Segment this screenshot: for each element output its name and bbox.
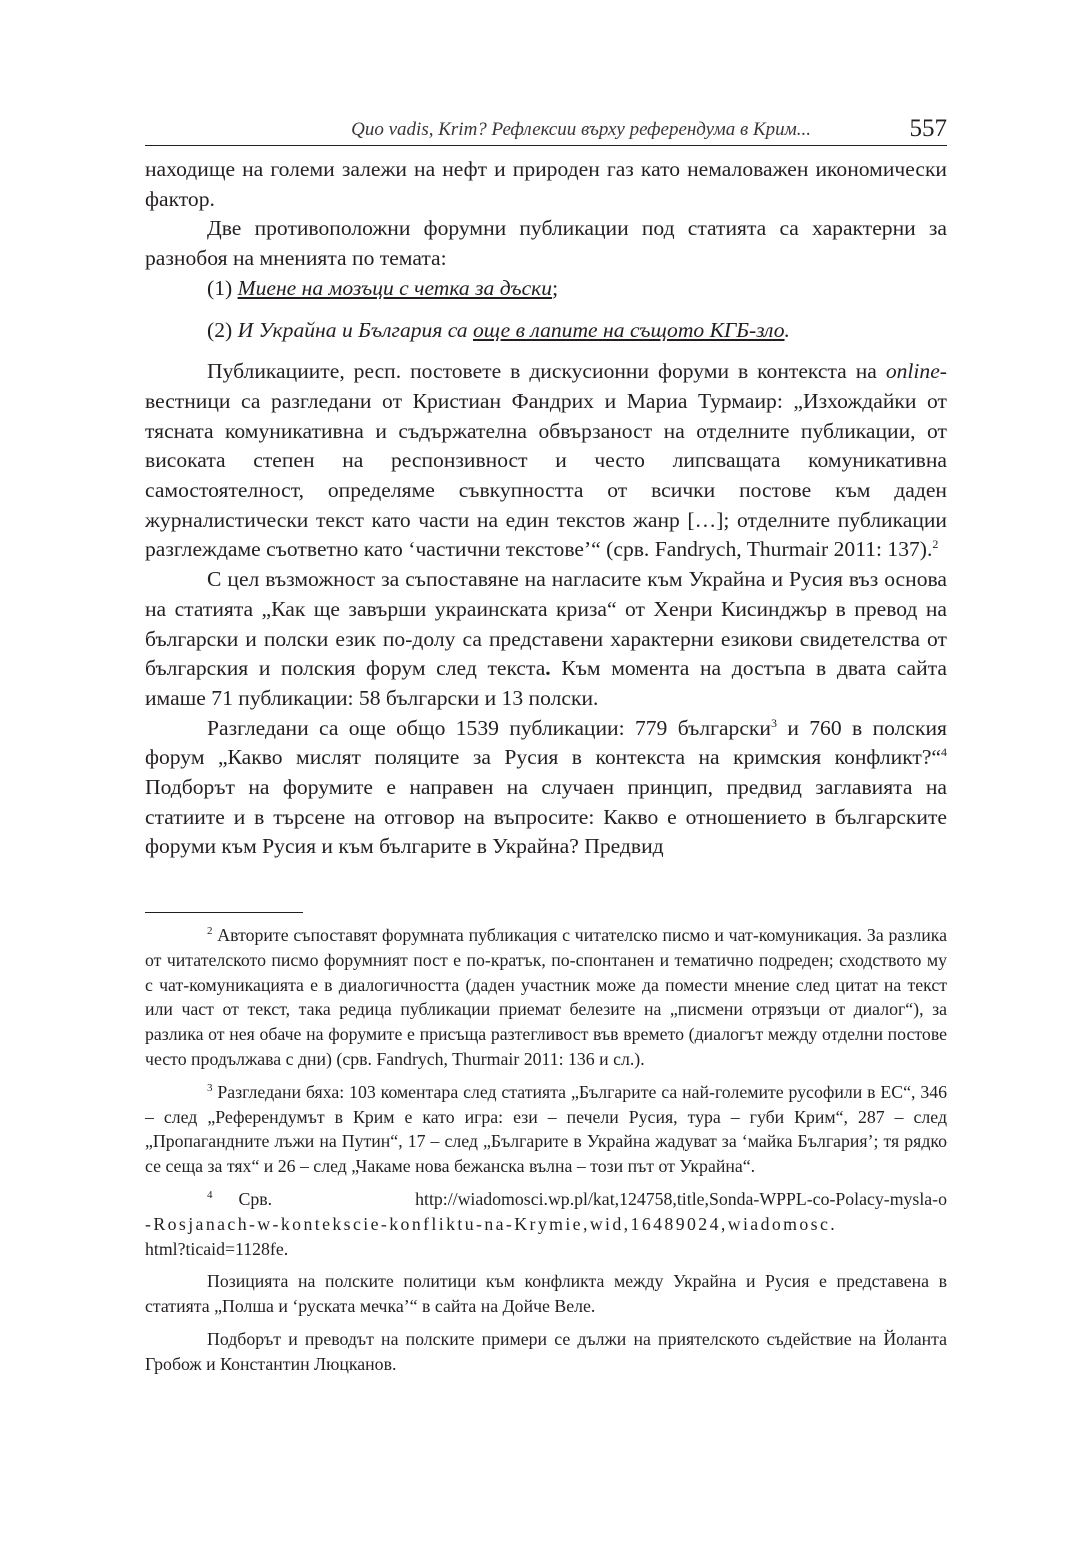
- footnote-2-text: Авторите съпоставят форумната публикация с читателско писмо и чат-комуникация. За разлика от читателското писмо форумният пост е по-кратък, по-спонтанен и тематично подреден; сходството му с чат-комуникацията е в диалогичността (даден участник може да помести мнение след цитат на текст или част от текст, така редица публикации приемат белезите на „писмени отрязъци от диалог“), за разлика от нея обаче на форумите е присъща разтегливост във времето (диалогът между отделни постове често продължава с дни) (срв. Fandrych, Thurmair 2011: 136 и сл.).: [145, 925, 947, 1069]
- example-2-number: (2): [207, 317, 238, 342]
- footnote-4-url-part-1[interactable]: http://wiadomosci.wp.pl/kat,124758,title,Sonda-WPPL-co-Polacy-mysla-o: [415, 1188, 947, 1209]
- footnote-3: [145, 1080, 947, 1179]
- body-text: [145, 155, 947, 862]
- footnote-2-mark: 2: [207, 925, 213, 938]
- footnote-separator: [145, 912, 303, 913]
- footnote-ref-2: 2: [932, 537, 939, 552]
- example-1: [145, 274, 947, 304]
- paragraph-5-b: и 760 в полския форум „Какво мислят поляците за Русия в контекста на кримския конфликт?“: [145, 715, 947, 770]
- footnote-ref-3: 3: [770, 715, 777, 730]
- paragraph-5-a: Разгледани са още общо 1539 публикации: 779 български: [207, 715, 771, 740]
- running-header: [145, 112, 947, 146]
- footnote-3-mark: 3: [207, 1081, 213, 1094]
- note-polish-politicians: Позицията на полските политици към конфликта между Украйна и Русия е представена в статията „Полша и ‘руската мечка’“ в сайта на Дойче Веле.: [145, 1271, 947, 1317]
- paragraph-3-b: -вестници са разгледани от Кристиан Фандрих и Мариа Турмаир: „Изхождайки от тясната комуникативна и съдържателна обвързаност на отделните публикации, от високата степен на респонзивност и често липсващата комуникативна самостоятелност, определяме съвкупността от всички постове към даден журналистически текст като части на един текстов жанр […]; отделните публикации разглеждаме съответно като ‘частични текстове’“ (срв. Fandrych, Thurmair 2011: 137).: [145, 359, 947, 562]
- paragraph-3-a: Публикациите, респ. постовете в дискусионни форуми в контекста на: [207, 359, 886, 384]
- paragraph-5-c: Подборът на форумите е направен на случаен принцип, предвид заглавията на статиите и в търсене на отговор на въпросите: Какво е отношението в българските форуми към Русия и към българите в Украйна? Предвид: [145, 775, 947, 859]
- example-2-italic: И Украйна и България са: [237, 317, 473, 342]
- footnote-ref-4: 4: [941, 745, 947, 760]
- example-1-number: (1): [207, 275, 238, 300]
- paragraph-4-a: С цел възможност за съпоставяне на нагласите към Украйна и Русия въз основа на статията „Как ще завърши украинската криза“ от Хенри Кисинджър в превод на български и полски език по-долу са представени характерни езикови свидетелства от българския и полския форум след текста: [145, 567, 947, 681]
- paragraph-4-bold-dot: .: [545, 656, 551, 681]
- paragraph-2: Две противоположни форумни публикации под статията са характерни за разнобоя на мненията по темата:: [145, 216, 947, 271]
- footnote-4-first-line: [145, 1187, 947, 1212]
- page-number: 557: [909, 115, 947, 142]
- example-2: [145, 316, 947, 346]
- footnote-3-text: Разгледани бяха: 103 коментара след статията „Българите са най-големите русофили в ЕС“, 346 – след „Референдумът в Крим е като игра: ези – печели Русия, тура – губи Крим“, 287 – след „Пропагандните лъжи на Путин“, 17 – след „Българите в Украйна жадуват за ‘майка България’; тя рядко се сеща за тях“ и 26 – след „Чакаме нова бежанска вълна – този път от Украйна“.: [145, 1081, 947, 1177]
- footnote-4-url-part-2[interactable]: -Rosjanach-w-kontekscie-konfliktu-na-Krymie,wid,16489024,wiadomosc.: [145, 1213, 838, 1234]
- example-2-underlined: още в лапите на същото КГБ-зло: [473, 317, 785, 342]
- footnote-4-cf: [207, 1187, 272, 1212]
- paragraph-5: [145, 714, 947, 863]
- footnote-4-url-part-3[interactable]: html?ticaid=1128fe.: [145, 1238, 289, 1259]
- running-title: Quo vadis, Krim? Рефлексии върху референдума в Крим...: [351, 119, 811, 140]
- footnote-2: [145, 923, 947, 1072]
- footnote-4-mark: 4: [207, 1189, 213, 1202]
- footnotes: [145, 923, 947, 1377]
- example-1-tail: ;: [552, 275, 559, 300]
- paragraph-3: [145, 357, 947, 565]
- footnote-4-cf-text: Срв.: [238, 1188, 273, 1209]
- paragraph-4-b: Към момента на достъпа в двата сайта имаше 71 публикации: 58 български и 13 полски.: [145, 656, 947, 710]
- paragraph-1: находище на големи залежи на нефт и природен газ като немаловажен икономически фактор.: [145, 157, 947, 211]
- example-1-title: Миене на мозъци с четка за дъски: [237, 275, 553, 300]
- footnote-4: [145, 1187, 947, 1261]
- paragraph-4: [145, 565, 947, 714]
- note-acknowledgement: Подборът и преводът на полските примери се дължи на приятелското съдействие на Йоланта Гробож и Константин Люцканов.: [145, 1328, 947, 1374]
- paragraph-3-online: online: [885, 359, 940, 384]
- example-2-tail: .: [784, 317, 790, 342]
